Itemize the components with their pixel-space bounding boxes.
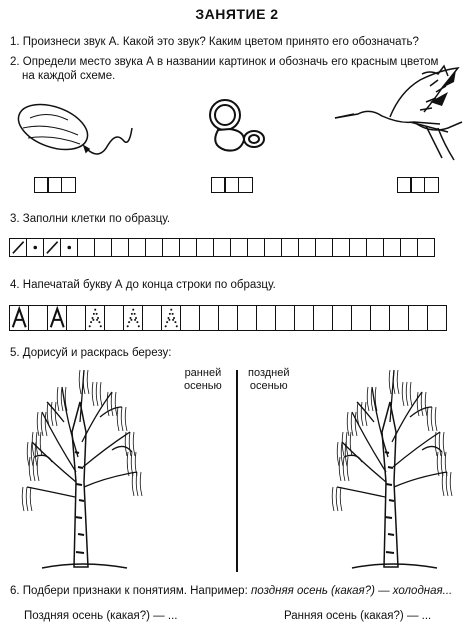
grid-cell[interactable]	[213, 238, 232, 257]
page-title: ЗАНЯТИЕ 2	[195, 6, 279, 22]
grid-cell[interactable]	[9, 238, 28, 257]
letter-cell[interactable]	[9, 305, 30, 331]
letter-cell[interactable]	[218, 305, 239, 331]
birch-tree-right-icon	[322, 362, 467, 572]
sound-scheme-balloon[interactable]	[35, 177, 76, 193]
letter-cell[interactable]	[313, 305, 334, 331]
label-late-autumn	[248, 367, 290, 393]
task-3: 3. Заполни клетки по образцу.	[10, 213, 171, 225]
balloon-icon	[8, 100, 138, 170]
pattern-grid[interactable]	[10, 238, 435, 257]
letter-cell[interactable]	[332, 305, 353, 331]
grid-cell[interactable]	[43, 238, 62, 257]
letter-cell[interactable]	[85, 305, 106, 331]
grid-cell[interactable]	[230, 238, 249, 257]
letter-cell[interactable]	[370, 305, 391, 331]
task-6	[10, 584, 452, 598]
grid-cell[interactable]	[315, 238, 334, 257]
grid-cell[interactable]	[60, 238, 79, 257]
letter-cell[interactable]	[408, 305, 429, 331]
letter-cell[interactable]	[427, 305, 448, 331]
grid-cell[interactable]	[383, 238, 402, 257]
grid-cell[interactable]	[281, 238, 300, 257]
task-4: 4. Напечатай букву А до конца строки по образцу.	[10, 279, 276, 291]
letter-cell[interactable]	[123, 305, 144, 331]
grid-cell[interactable]	[111, 238, 130, 257]
task-5: 5. Дорисуй и раскрась березу:	[10, 347, 172, 359]
letter-cell[interactable]	[142, 305, 163, 331]
letter-cell[interactable]	[256, 305, 277, 331]
letter-cell[interactable]	[294, 305, 315, 331]
grid-cell[interactable]	[400, 238, 419, 257]
grid-cell[interactable]	[26, 238, 45, 257]
birch-tree-left-icon	[12, 362, 157, 572]
letter-cell[interactable]	[199, 305, 220, 331]
pacifier-icon	[200, 95, 270, 160]
sound-scheme-stork[interactable]	[398, 177, 439, 193]
label-early-autumn	[184, 367, 222, 393]
grid-cell[interactable]	[196, 238, 215, 257]
grid-cell[interactable]	[162, 238, 181, 257]
label-late-line-2: осенью	[249, 380, 288, 392]
grid-cell[interactable]	[145, 238, 164, 257]
label-early-line-2: осенью	[184, 380, 222, 392]
letter-cell[interactable]	[180, 305, 201, 331]
divider-line	[236, 370, 238, 572]
stork-icon	[330, 62, 470, 172]
task-6-prefix: 6. Подбери признаки к понятиям. Например:	[10, 585, 251, 597]
label-early-line-1: ранней	[184, 367, 222, 379]
grid-cell[interactable]	[128, 238, 147, 257]
grid-cell[interactable]	[298, 238, 317, 257]
grid-cell[interactable]	[179, 238, 198, 257]
letter-cell[interactable]	[104, 305, 125, 331]
letter-cell[interactable]	[275, 305, 296, 331]
task-6-right-prompt[interactable]: Ранняя осень (какая?) — ...	[284, 610, 432, 622]
letter-cell[interactable]	[237, 305, 258, 331]
label-late-line-1: поздней	[248, 367, 290, 379]
task-2-line-1: 2. Определи место звука А в названии картинок и обозначь его красным цветом	[10, 56, 439, 68]
task-6-example: поздняя осень (какая?) — холодная...	[250, 585, 453, 597]
grid-cell[interactable]	[77, 238, 96, 257]
grid-cell[interactable]	[349, 238, 368, 257]
letter-cell[interactable]	[161, 305, 182, 331]
letter-cell[interactable]	[28, 305, 49, 331]
task-6-left-prompt[interactable]: Поздняя осень (какая?) — ...	[24, 610, 178, 622]
letter-cell[interactable]	[389, 305, 410, 331]
sound-scheme-pacifier[interactable]	[212, 177, 253, 193]
grid-cell[interactable]	[366, 238, 385, 257]
grid-cell[interactable]	[94, 238, 113, 257]
letter-cell[interactable]	[47, 305, 68, 331]
letter-cell[interactable]	[351, 305, 372, 331]
letter-grid[interactable]	[10, 305, 447, 331]
grid-cell[interactable]	[332, 238, 351, 257]
task-1: 1. Произнеси звук А. Какой это звук? Каким цветом принято его обозначать?	[10, 36, 419, 48]
grid-cell[interactable]	[247, 238, 266, 257]
grid-cell[interactable]	[417, 238, 436, 257]
letter-cell[interactable]	[66, 305, 87, 331]
grid-cell[interactable]	[264, 238, 283, 257]
task-2-line-2: на каждой схеме.	[22, 70, 116, 82]
